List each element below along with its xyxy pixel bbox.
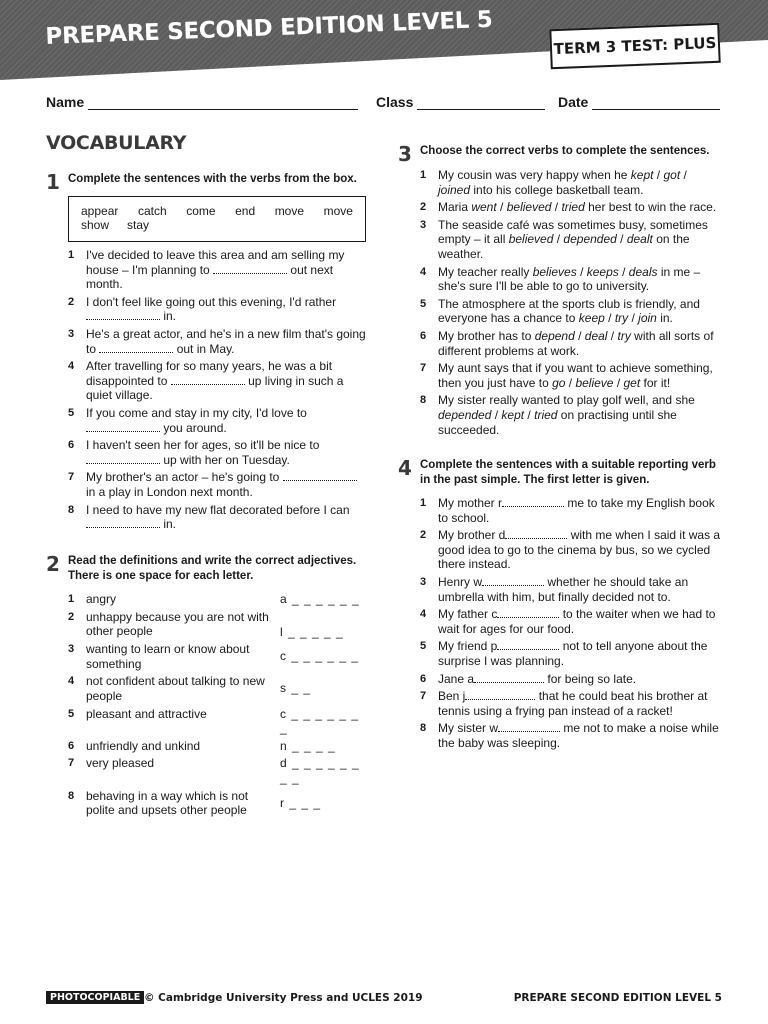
list-item [68, 248, 368, 292]
exercise-2-instruction: Read the definitions and write the correct adjectives. There is one space for each letter. [68, 555, 357, 582]
list-item [420, 496, 722, 525]
item-text: My brother d with me when I said it was a good idea to go to the cinema by bus, so we cycled there instead. [438, 528, 721, 572]
item-number: 5 [68, 406, 75, 419]
item-text: My sister really wanted to play golf well, and she depended / kept / tried on practising until she succeeded. [438, 393, 695, 437]
item-text: My sister w me not to make a noise while the baby was sleeping. [438, 721, 719, 750]
option[interactable]: depended [438, 407, 492, 422]
option[interactable]: deals [628, 264, 658, 279]
definition: wanting to learn or know about something [86, 642, 250, 671]
item-number: 8 [68, 503, 75, 516]
option[interactable]: try [617, 328, 631, 343]
item-number: 2 [68, 610, 75, 623]
item-number: 8 [420, 394, 427, 407]
option[interactable]: keeps [586, 264, 619, 279]
item-text: My father c to the waiter when we had to wait for ages for our food. [438, 607, 716, 636]
answer-gap[interactable] [497, 607, 559, 618]
list-item [420, 218, 722, 262]
list-item [68, 406, 368, 435]
item-number: 2 [68, 295, 75, 308]
option[interactable]: believe [575, 375, 614, 390]
item-text: My cousin was very happy when he kept / got / joined into his college basketball team. [438, 168, 687, 197]
option[interactable]: kept [501, 407, 525, 422]
option[interactable]: go [552, 375, 566, 390]
option[interactable]: depend [534, 328, 575, 343]
list-item [68, 438, 368, 467]
date-line[interactable] [592, 96, 720, 110]
list-item [68, 674, 368, 703]
answer-gap[interactable] [86, 517, 160, 528]
definition: pleasant and attractive [86, 706, 207, 721]
item-number: 4 [68, 360, 75, 373]
answer-blanks[interactable]: r _ _ _ [280, 795, 322, 810]
date-label: Date [558, 94, 589, 110]
name-line[interactable] [88, 96, 358, 110]
option[interactable]: joined [438, 182, 471, 197]
list-item [420, 575, 722, 604]
option[interactable]: depended [563, 232, 617, 247]
list-item [420, 361, 722, 390]
answer-blanks[interactable]: d _ _ _ _ _ _ _ _ [280, 756, 360, 785]
answer-blanks[interactable]: n _ _ _ _ [280, 738, 336, 753]
item-number: 1 [68, 593, 75, 605]
list-item [68, 756, 368, 785]
exercise-4-number: 4 [398, 456, 412, 480]
class-line[interactable] [417, 96, 545, 110]
item-number: 3 [420, 218, 427, 231]
option[interactable]: believed [508, 232, 554, 247]
option[interactable]: dealt [626, 232, 653, 247]
list-item [420, 168, 722, 197]
item-text: My mother r me to take my English book to school. [438, 496, 715, 525]
item-number: 3 [68, 327, 75, 340]
item-number: 6 [420, 672, 427, 685]
definition: unhappy because you are not with other people [86, 609, 269, 639]
word: end [235, 204, 256, 218]
list-item [420, 393, 722, 437]
word-box [68, 196, 366, 242]
exercise-2-list [68, 592, 368, 818]
footer [46, 990, 722, 1006]
list-item [420, 721, 722, 750]
item-number: 7 [68, 757, 75, 770]
definition: behaving in a way which is not polite and upsets other people [86, 788, 249, 818]
list-item [68, 295, 368, 324]
exercise-4-list [420, 496, 722, 751]
item-text: I don't feel like going out this evening, I'd rather in. [86, 294, 337, 324]
option[interactable]: went [471, 200, 497, 215]
item-number: 6 [68, 439, 75, 452]
answer-gap[interactable] [86, 453, 160, 464]
item-number: 5 [420, 640, 427, 653]
answer-gap[interactable] [465, 689, 535, 700]
item-text: After travelling for so many years, he was a bit disappointed to up living in such a quiet village. [86, 359, 344, 403]
option[interactable]: tried [561, 200, 585, 215]
answer-gap[interactable] [86, 421, 160, 432]
list-item [68, 503, 368, 532]
list-item [68, 642, 368, 671]
list-item [420, 329, 722, 358]
list-item [420, 672, 722, 687]
item-number: 4 [420, 608, 427, 621]
word: appear [81, 204, 119, 218]
item-number: 6 [68, 739, 75, 752]
item-text: Henry w whether he should take an umbrella with him, but finally decided not to. [438, 574, 689, 604]
item-number: 5 [420, 297, 427, 310]
exercise-1-list [68, 248, 368, 532]
item-text: I've decided to leave this area and am selling my house – I'm planning to out next month. [86, 248, 345, 292]
section-heading: VOCABULARY [46, 132, 187, 154]
copyright: © Cambridge University Press and UCLES 2019 [144, 992, 423, 1004]
answer-gap[interactable] [497, 639, 559, 650]
exercise-1-number: 1 [46, 170, 60, 194]
item-number: 1 [68, 249, 75, 261]
item-text: My friend p not to tell anyone about the surprise I was planning. [438, 639, 708, 668]
item-text: I need to have my new flat decorated before I can in. [86, 502, 350, 532]
list-item [68, 470, 368, 499]
item-number: 5 [68, 707, 75, 720]
item-number: 2 [420, 201, 427, 214]
item-text: The atmosphere at the sports club is friendly, and everyone has a chance to keep / try / join in. [438, 296, 700, 326]
item-number: 3 [420, 575, 427, 588]
item-number: 4 [68, 675, 75, 688]
option[interactable]: try [614, 311, 629, 326]
item-text: My aunt says that if you want to achieve something, then you just have to go / believe / get for it! [438, 361, 713, 390]
exercise-2-number: 2 [46, 552, 60, 576]
item-number: 7 [420, 690, 427, 703]
item-number: 7 [68, 471, 75, 484]
option[interactable]: got [663, 168, 681, 182]
item-number: 6 [420, 329, 427, 342]
item-text: My teacher really believes / keeps / deals in me – she's sure I'll be able to go to university. [438, 264, 701, 294]
item-text: If you come and stay in my city, I'd love to you around. [86, 405, 307, 435]
name-field[interactable] [46, 94, 358, 110]
list-item [420, 200, 722, 215]
answer-gap[interactable] [171, 374, 245, 385]
item-text: Ben j that he could beat his brother at tennis using a frying pan instead of a racket! [438, 689, 708, 718]
option[interactable]: kept [630, 168, 654, 182]
answer-blanks[interactable]: s _ _ [280, 681, 312, 696]
list-item [68, 610, 368, 640]
item-text: Jane a for being so late. [438, 671, 637, 686]
list-item [420, 265, 722, 294]
item-number: 1 [420, 497, 427, 509]
word-box-row [81, 218, 353, 232]
item-number: 4 [420, 265, 427, 278]
item-text: He's a great actor, and he's in a new film that's going to out in May. [86, 326, 366, 356]
definition: not confident about talking to new people [86, 674, 265, 703]
list-item [420, 639, 722, 668]
item-number: 1 [420, 169, 427, 181]
exercise-3-instruction: Choose the correct verbs to complete the sentences. [420, 145, 710, 157]
item-text: I haven't seen her for ages, so it'll be nice to up with her on Tuesday. [86, 438, 320, 467]
option[interactable]: believes [532, 264, 577, 279]
list-item [68, 359, 368, 403]
exercise-3-list [420, 168, 722, 437]
answer-blanks[interactable]: l _ _ _ _ _ [280, 624, 344, 639]
list-item [68, 739, 368, 754]
exercise-1-instruction: Complete the sentences with the verbs from the box. [68, 173, 357, 185]
item-number: 2 [420, 529, 427, 542]
word: move [274, 204, 305, 218]
word: come [186, 204, 216, 218]
photocopiable-label: PHOTOCOPIABLE [46, 991, 144, 1004]
answer-blanks[interactable]: a _ _ _ _ _ _ [280, 592, 360, 606]
item-number: 8 [68, 789, 75, 802]
answer-gap[interactable] [498, 721, 560, 732]
answer-gap[interactable] [99, 342, 173, 353]
item-number: 7 [420, 362, 427, 375]
item-text: The seaside café was sometimes busy, sometimes empty – it all believed / depended / dealt on the weather. [438, 217, 708, 261]
class-field[interactable] [376, 94, 545, 110]
option[interactable]: tried [534, 407, 558, 422]
list-item [420, 607, 722, 636]
date-field[interactable] [558, 94, 720, 110]
list-item [68, 789, 368, 818]
option[interactable]: join [638, 311, 657, 326]
word: stay [127, 218, 150, 232]
definition: angry [86, 592, 117, 606]
exercise-4-instruction: Complete the sentences with a suitable reporting verb in the past simple. The first letter is given. [420, 459, 716, 486]
word: move [323, 204, 353, 218]
answer-gap[interactable] [502, 496, 564, 507]
item-text: My brother's an actor – he's going to in a play in London next month. [86, 470, 368, 499]
item-number: 8 [420, 722, 427, 735]
word-box-row [81, 204, 353, 218]
name-label: Name [46, 94, 85, 110]
option[interactable]: deal [584, 328, 608, 343]
list-item [68, 592, 368, 607]
answer-gap[interactable] [474, 672, 544, 683]
option[interactable]: keep [578, 311, 605, 326]
list-item [68, 327, 368, 356]
answer-gap[interactable] [86, 309, 160, 320]
student-fields [46, 94, 722, 114]
option[interactable]: get [623, 375, 641, 390]
header-title: PREPARE SECOND EDITION LEVEL 5 [45, 6, 493, 50]
list-item [420, 528, 722, 572]
word: show [81, 218, 110, 232]
definition: unfriendly and unkind [86, 738, 201, 753]
option[interactable]: believed [506, 200, 552, 215]
answer-gap[interactable] [213, 263, 287, 274]
term-badge: TERM 3 TEST: PLUS [549, 23, 720, 69]
answer-gap[interactable] [482, 575, 544, 586]
answer-gap[interactable] [283, 470, 357, 481]
item-text: My brother has to depend / deal / try with all sorts of different problems at work. [438, 328, 714, 358]
list-item [68, 707, 368, 736]
class-label: Class [376, 94, 414, 110]
item-text: Maria went / believed / tried her best to win the race. [438, 200, 717, 215]
answer-gap[interactable] [505, 528, 567, 539]
item-number: 3 [68, 643, 75, 656]
exercise-3-number: 3 [398, 142, 412, 166]
list-item [420, 689, 722, 718]
list-item [420, 297, 722, 326]
answer-blanks[interactable]: c _ _ _ _ _ _ _ [280, 706, 360, 736]
answer-blanks[interactable]: c _ _ _ _ _ _ [280, 649, 360, 664]
word: catch [137, 204, 167, 218]
footer-title: PREPARE SECOND EDITION LEVEL 5 [513, 992, 722, 1004]
definition: very pleased [86, 756, 155, 771]
